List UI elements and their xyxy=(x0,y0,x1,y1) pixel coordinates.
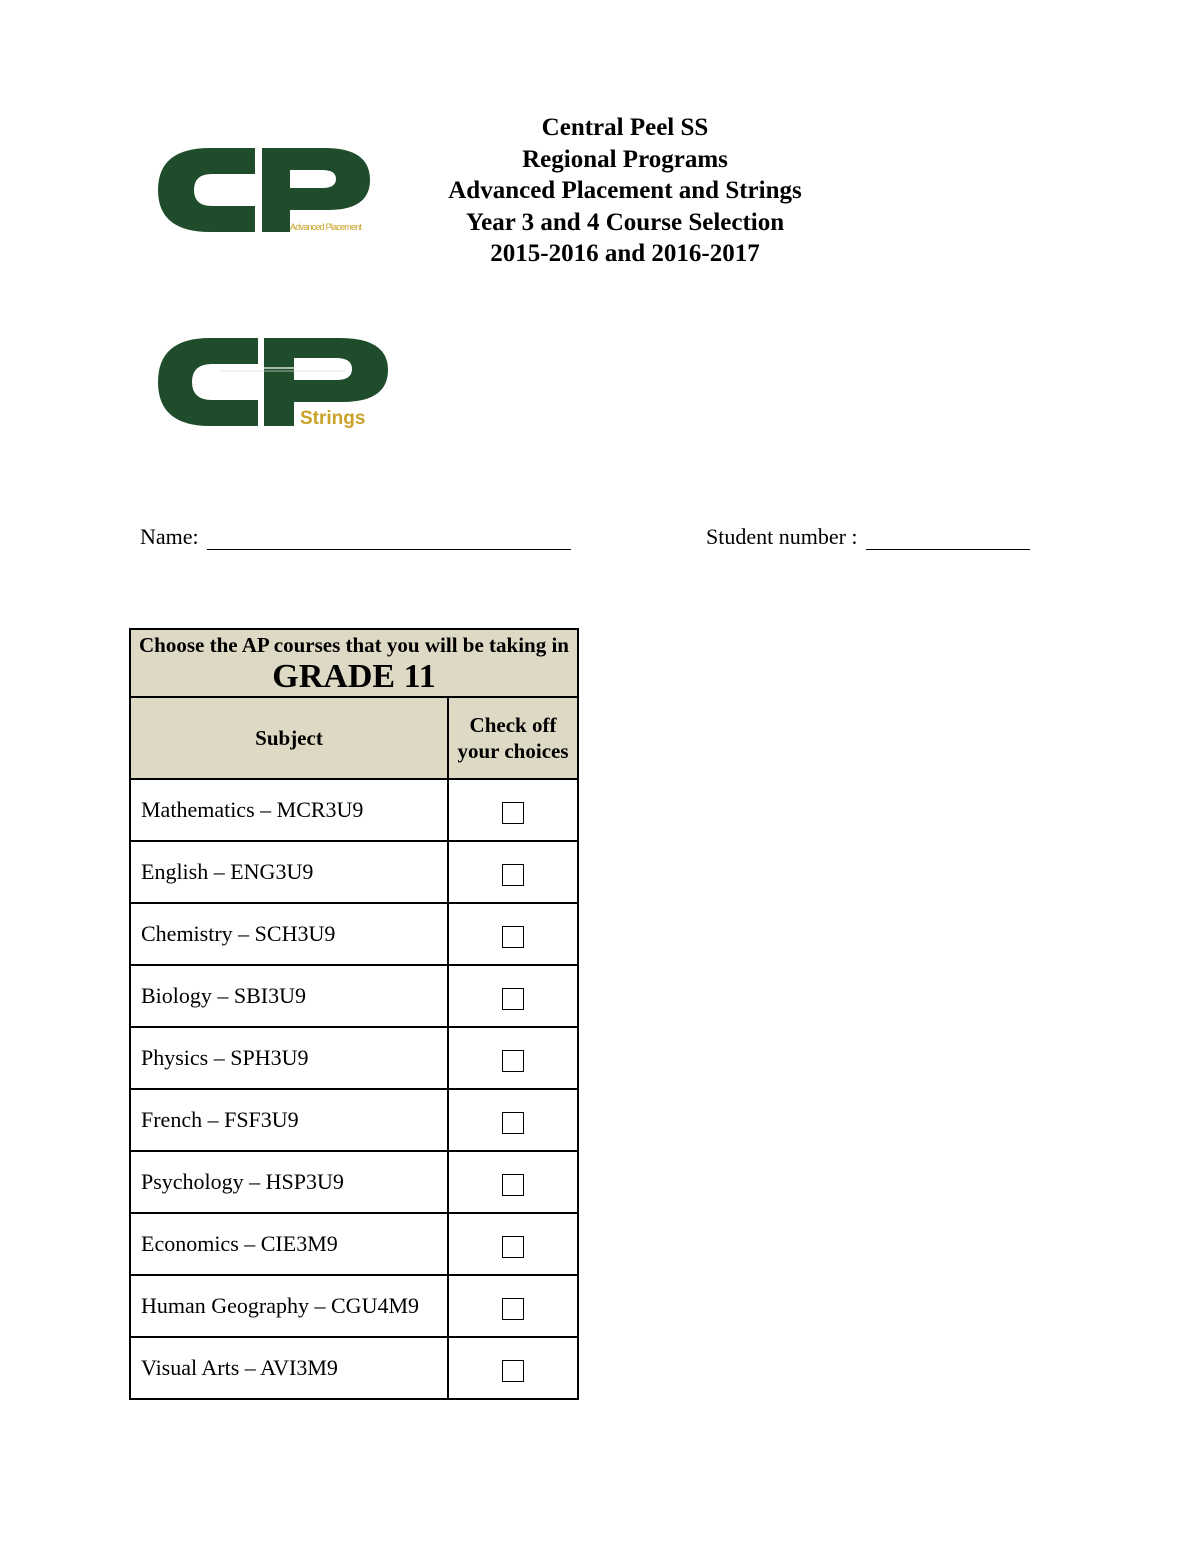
table-row xyxy=(130,1151,578,1213)
student-number-field xyxy=(706,520,1030,550)
course-checkbox[interactable] xyxy=(502,1360,524,1382)
course-check-cell xyxy=(448,1337,578,1399)
course-checkbox[interactable] xyxy=(502,802,524,824)
course-checkbox[interactable] xyxy=(502,926,524,948)
table-title xyxy=(130,629,578,697)
column-header-subject: Subject xyxy=(130,697,448,779)
table-row xyxy=(130,903,578,965)
strings-logo xyxy=(150,328,400,438)
strings-logo-c-shape xyxy=(158,338,258,426)
table-row xyxy=(130,779,578,841)
course-subject: Physics – SPH3U9 xyxy=(130,1027,448,1089)
course-check-cell xyxy=(448,1275,578,1337)
course-check-cell xyxy=(448,1151,578,1213)
name-label: Name: xyxy=(140,524,199,549)
ap-logo-c-shape xyxy=(158,148,255,232)
ap-logo-caption: Advanced Placement xyxy=(290,222,362,232)
course-subject: Chemistry – SCH3U9 xyxy=(130,903,448,965)
course-checkbox[interactable] xyxy=(502,1236,524,1258)
course-checkbox[interactable] xyxy=(502,1298,524,1320)
form-title: Year 3 and 4 Course Selection xyxy=(465,208,785,236)
course-checkbox[interactable] xyxy=(502,1050,524,1072)
ap-logo-p-shape xyxy=(262,148,370,232)
course-check-cell xyxy=(448,1213,578,1275)
school-name: Central Peel SS xyxy=(541,114,709,141)
course-check-cell xyxy=(448,965,578,1027)
course-subject: Visual Arts – AVI3M9 xyxy=(130,1337,448,1399)
course-subject: Human Geography – CGU4M9 xyxy=(130,1275,448,1337)
course-checkbox[interactable] xyxy=(502,1174,524,1196)
program-name: Regional Programs xyxy=(522,145,728,173)
course-check-cell xyxy=(448,903,578,965)
document-header xyxy=(425,112,825,270)
course-selection-table xyxy=(129,628,579,1400)
course-subject: Economics – CIE3M9 xyxy=(130,1213,448,1275)
course-check-cell xyxy=(448,1089,578,1151)
course-checkbox[interactable] xyxy=(502,988,524,1010)
course-subject: Psychology – HSP3U9 xyxy=(130,1151,448,1213)
column-header-check: Check off your choices xyxy=(448,697,578,779)
student-number-label: Student number : xyxy=(706,524,858,549)
course-check-cell xyxy=(448,1027,578,1089)
course-subject: Biology – SBI3U9 xyxy=(130,965,448,1027)
course-subject: French – FSF3U9 xyxy=(130,1089,448,1151)
course-subject: English – ENG3U9 xyxy=(130,841,448,903)
course-checkbox[interactable] xyxy=(502,1112,524,1134)
table-row xyxy=(130,1089,578,1151)
course-rows xyxy=(130,779,578,1399)
table-row xyxy=(130,1275,578,1337)
name-blank[interactable] xyxy=(207,525,571,550)
table-row xyxy=(130,1213,578,1275)
program-subtitle: Advanced Placement and Strings xyxy=(448,177,802,204)
ap-logo xyxy=(150,140,380,240)
school-years: 2015-2016 and 2016-2017 xyxy=(490,240,760,267)
course-check-cell xyxy=(448,841,578,903)
course-checkbox[interactable] xyxy=(502,864,524,886)
course-subject: Mathematics – MCR3U9 xyxy=(130,779,448,841)
strings-logo-caption: Strings xyxy=(300,408,366,429)
table-title-grade: GRADE 11 xyxy=(272,658,436,695)
student-number-blank[interactable] xyxy=(866,525,1030,550)
table-row xyxy=(130,1027,578,1089)
table-row xyxy=(130,965,578,1027)
name-field xyxy=(140,520,571,550)
course-check-cell xyxy=(448,779,578,841)
table-title-prefix: Choose the AP courses that you will be taking in xyxy=(139,633,569,657)
table-row xyxy=(130,1337,578,1399)
table-row xyxy=(130,841,578,903)
